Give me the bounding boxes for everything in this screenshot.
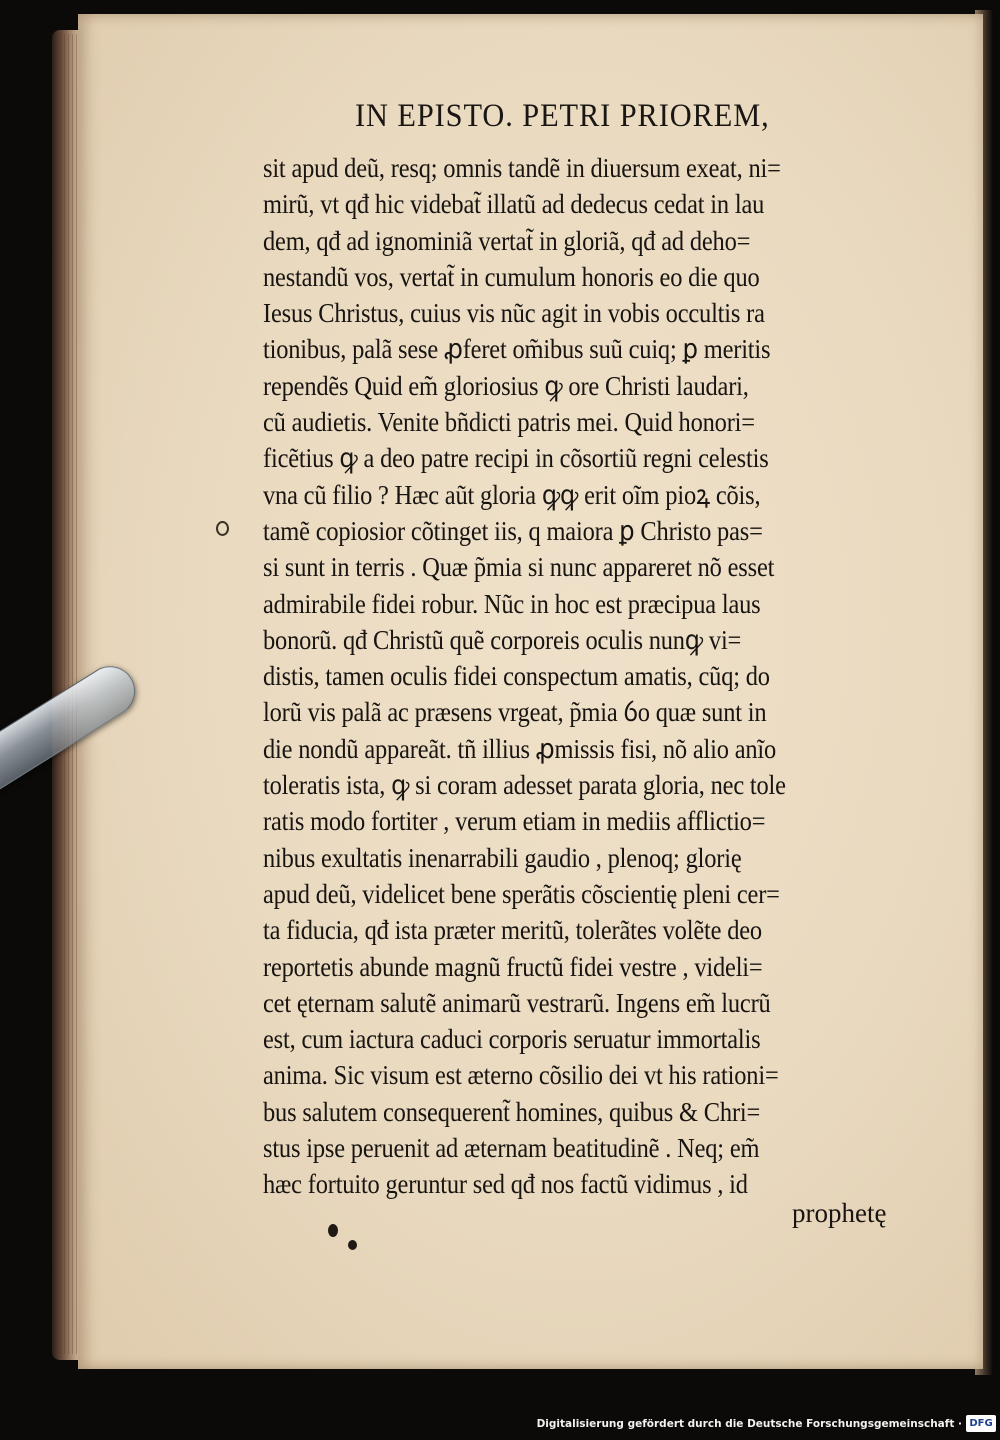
text-line: cet ęternam salutẽ animarũ vestrarũ. Ingens em̃ lucrũ — [263, 987, 771, 1018]
text-line: tionibus, palã sese ꝓferet om̃ibus suũ cuiq; ꝑ meritis — [263, 334, 771, 365]
text-line: toleratis ista, ꝙ si coram adesset parata gloria, nec tole — [263, 770, 786, 801]
text-line: ratis modo fortiter , verum etiam in mediis afflictio= — [263, 806, 766, 837]
text-line: nibus exultatis inenarrabili gaudio , plenoq; glorię — [263, 842, 742, 873]
text-line: bus salutem consequerent̃ homines, quibus & Chri= — [263, 1096, 761, 1127]
text-line: ta fiducia, qđ ista præter meritũ, tolerãtes volẽte deo — [263, 915, 762, 946]
text-line: si sunt in terris . Quæ p̃mia si nunc appareret nõ esset — [263, 552, 775, 583]
text-line: Iesus Christus, cuius vis nũc agit in vobis occultis ra — [263, 298, 765, 329]
text-line: cũ audietis. Venite bñdicti patris mei. Quid honori= — [263, 407, 755, 438]
text-line: lorũ vis palã ac præsens vrgeat, p̃mia ỽo quæ sunt in — [263, 697, 767, 728]
text-line: hæc fortuito geruntur sed qđ nos factũ vidimus , id — [263, 1169, 748, 1200]
text-line: est, cum iactura caduci corporis seruatur immortalis — [263, 1024, 761, 1055]
catchword: prophetę — [792, 1198, 887, 1228]
text-line: stus ipse peruenit ad æternam beatitudinẽ . Neq; em̃ — [263, 1133, 760, 1164]
text-line: tamẽ copiosior cõtinget iis, q maiora ꝑ Christo pas= — [263, 515, 763, 546]
text-line: admirabile fidei robur. Nũc in hoc est præcipua laus — [263, 588, 761, 619]
text-line: apud deũ, videlicet bene sperãtis cõscientię pleni cer= — [263, 878, 780, 909]
text-line: reportetis abunde magnũ fructũ fidei vestre , videli= — [263, 951, 763, 982]
text-line: mirũ, vt qđ hic videbat̃ illatũ ad dedecus cedat in lau — [263, 189, 765, 220]
dfg-logo-icon: DFG — [966, 1415, 996, 1432]
text-line: nestandũ vos, vertat̃ in cumulum honoris eo die quo — [263, 261, 760, 292]
text-block — [263, 150, 953, 1203]
text-line: distis, tamen oculis fidei conspectum amatis, cũq; do — [263, 661, 770, 692]
text-line: die nondũ appareãt. tñ illius ꝓmissis fisi, nõ alio anĩo — [263, 733, 777, 764]
text-line: ficẽtius ꝙ a deo patre recipi in cõsortiũ regni celestis — [263, 443, 769, 474]
text-line: bonorũ. qđ Christũ quẽ corporeis oculis nunꝙ vi= — [263, 624, 742, 655]
text-line: sit apud deũ, resq; omnis tandẽ in diuersum exeat, ni= — [263, 153, 781, 183]
text-line: anima. Sic visum est æterno cõsilio dei vt his rationi= — [263, 1060, 779, 1091]
ink-spot — [328, 1224, 338, 1237]
ink-spot — [216, 521, 229, 536]
text-line: dem, qđ ad ignominiã vertat̃ in gloriã, qđ ad deho= — [263, 225, 751, 256]
running-title: IN EPISTO. PETRI PRIOREM, — [355, 98, 770, 134]
funding-notice: Digitalisierung gefördert durch die Deutsche Forschungsgemeinschaft · — [536, 1418, 962, 1430]
text-line: vna cũ filio ? Hæc aũt gloria ꝙꝙ erit oĩm pioꝝ cõis, — [263, 479, 761, 510]
ink-spot — [348, 1240, 357, 1250]
text-line: rependẽs Quid em̃ gloriosius ꝙ ore Christi laudari, — [263, 370, 749, 401]
